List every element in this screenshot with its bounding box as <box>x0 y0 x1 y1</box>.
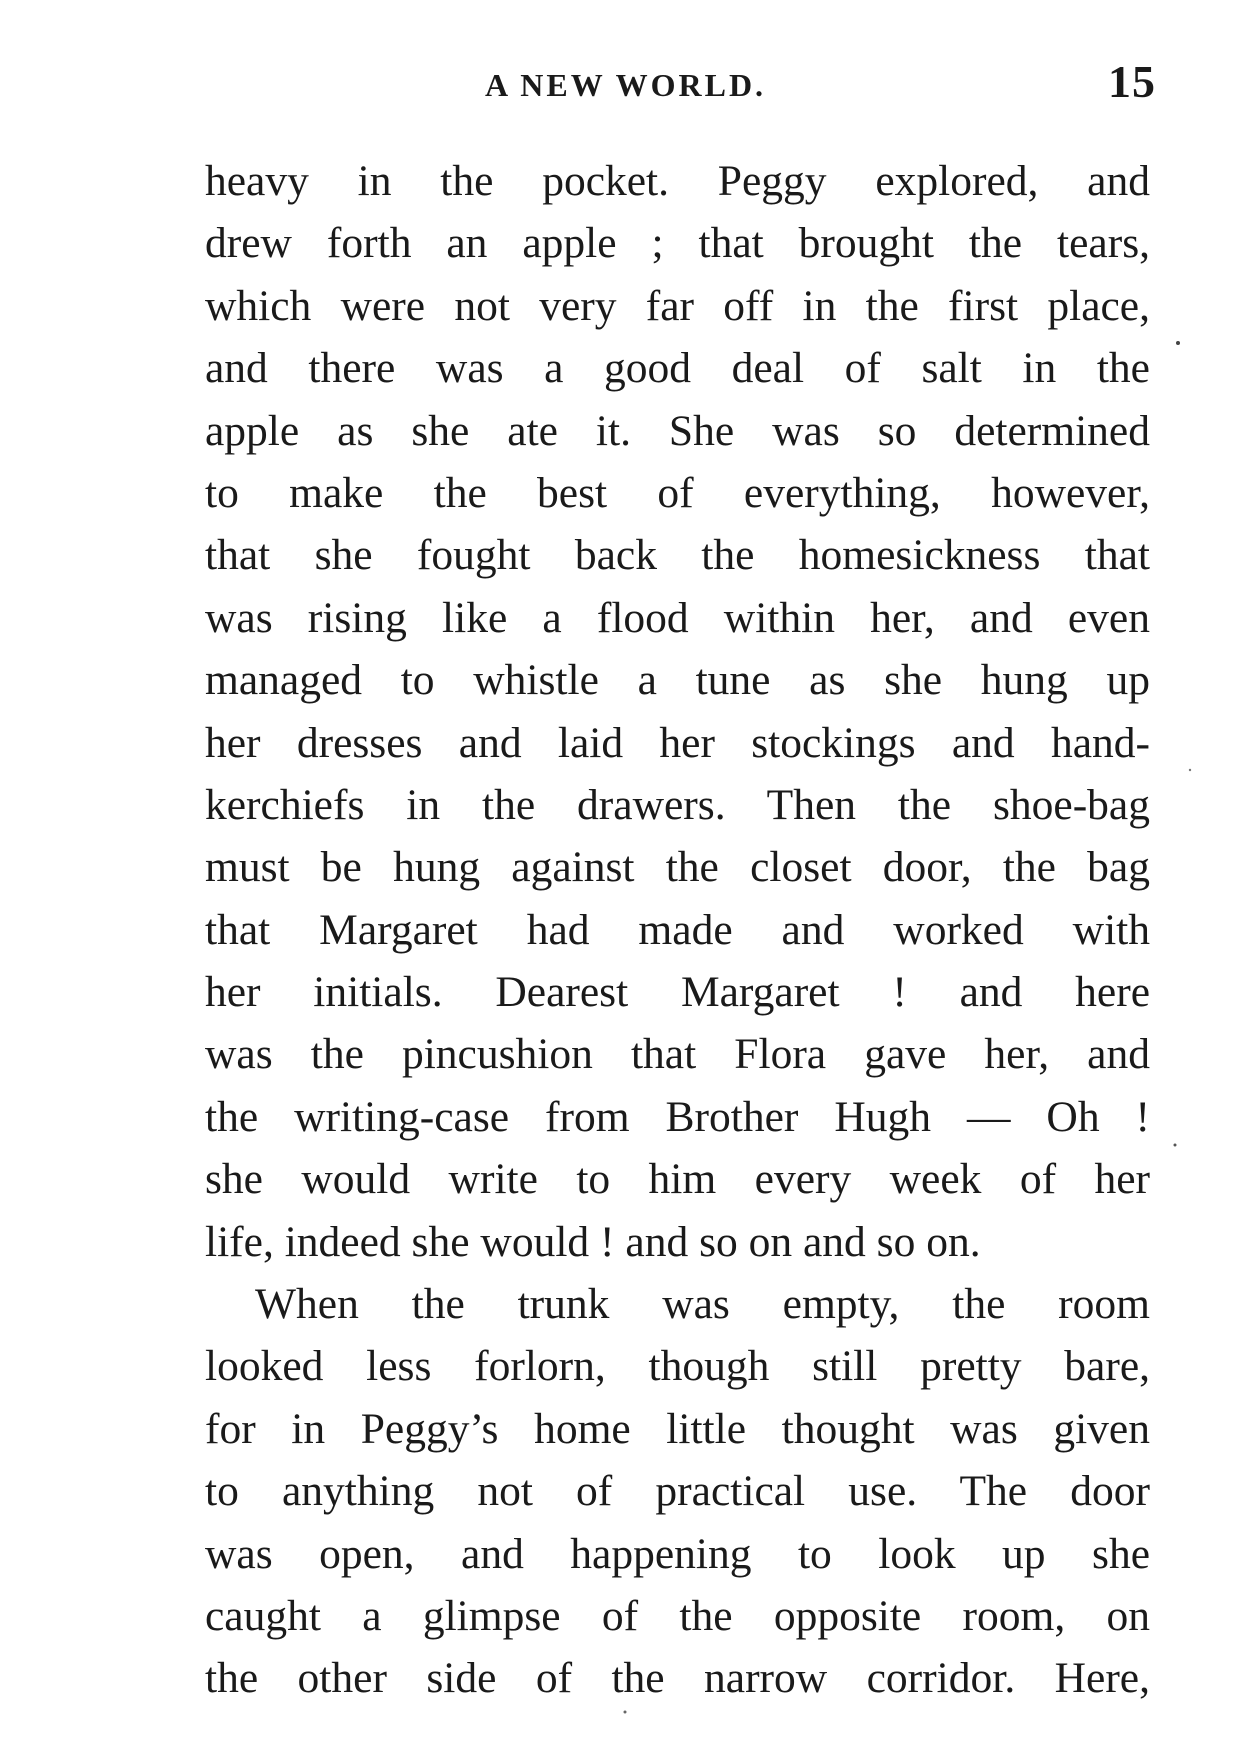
text-line: and there was a good deal of salt in the <box>205 344 1150 393</box>
text-line: was rising like a flood within her, and even <box>205 593 1150 642</box>
text-line: was open, and happening to look up she <box>205 1529 1150 1578</box>
text-line: was the pincushion that Flora gave her, and <box>205 1030 1150 1079</box>
text-line: drew forth an apple ; that brought the tears, <box>205 219 1150 268</box>
speck <box>624 1711 627 1714</box>
text-line: which were not very far off in the first place, <box>205 281 1150 330</box>
page-number: 15 <box>1108 56 1156 107</box>
text-line: caught a glimpse of the opposite room, on <box>205 1591 1150 1640</box>
text-line: life, indeed she would ! and so on and so on. <box>205 1217 981 1266</box>
running-title: A NEW WORLD. <box>484 67 767 103</box>
text-line: heavy in the pocket. Peggy explored, and <box>205 157 1150 205</box>
text-line: managed to whistle a tune as she hung up <box>205 656 1150 705</box>
text-line: the writing-case from Brother Hugh — Oh ! <box>205 1092 1150 1141</box>
text-line: that she fought back the homesickness that <box>205 531 1150 580</box>
speck <box>1189 769 1191 771</box>
text-line: looked less forlorn, though still pretty bare, <box>205 1342 1150 1391</box>
speck <box>1176 341 1180 345</box>
speck <box>1174 1144 1177 1147</box>
text-line: her initials. Dearest Margaret ! and here <box>205 968 1150 1017</box>
text-line: for in Peggy’s home little thought was given <box>205 1404 1150 1453</box>
paragraph-first-line: When the trunk was empty, the room <box>255 1280 1150 1329</box>
text-line: she would write to him every week of her <box>205 1155 1150 1204</box>
text-line: must be hung against the closet door, the bag <box>205 843 1150 892</box>
text-line: that Margaret had made and worked with <box>205 905 1150 954</box>
text-line: to make the best of everything, however, <box>205 468 1150 517</box>
text-line: to anything not of practical use. The door <box>205 1467 1150 1516</box>
body-text <box>205 150 1150 1710</box>
text-line: the other side of the narrow corridor. Here, <box>205 1654 1150 1703</box>
running-head <box>0 55 1251 115</box>
text-line: apple as she ate it. She was so determined <box>205 406 1150 455</box>
text-line: kerchiefs in the drawers. Then the shoe-bag <box>205 780 1150 829</box>
text-line: her dresses and laid her stockings and hand- <box>205 718 1150 767</box>
